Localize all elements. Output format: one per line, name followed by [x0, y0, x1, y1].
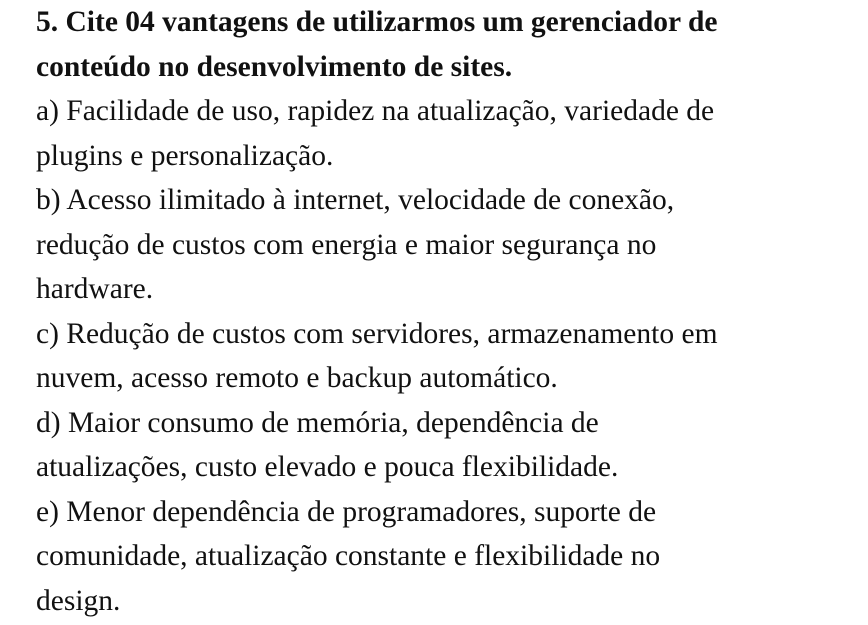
option-line: e) Menor dependência de programadores, suporte de	[36, 495, 657, 528]
option-line: atualizações, custo elevado e pouca flexibilidade.	[36, 451, 619, 483]
option-line: comunidade, atualização constante e flexibilidade no	[36, 540, 661, 572]
question-title	[36, 0, 856, 89]
question-title-line: 5. Cite 04 vantagens de utilizarmos um gerenciador de	[36, 6, 718, 38]
option-line: plugins e personalização.	[36, 139, 334, 172]
option-line: b) Acesso ilimitado à internet, velocidade de conexão,	[36, 184, 675, 216]
option-e	[36, 490, 856, 624]
option-a	[36, 89, 856, 178]
option-line: hardware.	[36, 273, 154, 305]
option-line: design.	[36, 584, 121, 617]
option-line: nuvem, acesso remoto e backup automático.	[36, 362, 558, 394]
option-b	[36, 178, 856, 312]
option-d	[36, 401, 856, 490]
question-block	[36, 0, 856, 623]
question-title-line: conteúdo no desenvolvimento de sites.	[36, 50, 513, 83]
option-c	[36, 312, 856, 401]
option-line: c) Redução de custos com servidores, armazenamento em	[36, 317, 718, 350]
option-line: d) Maior consumo de memória, dependência de	[36, 406, 599, 439]
option-line: redução de custos com energia e maior segurança no	[36, 228, 657, 261]
option-line: a) Facilidade de uso, rapidez na atualização, variedade de	[36, 95, 715, 127]
